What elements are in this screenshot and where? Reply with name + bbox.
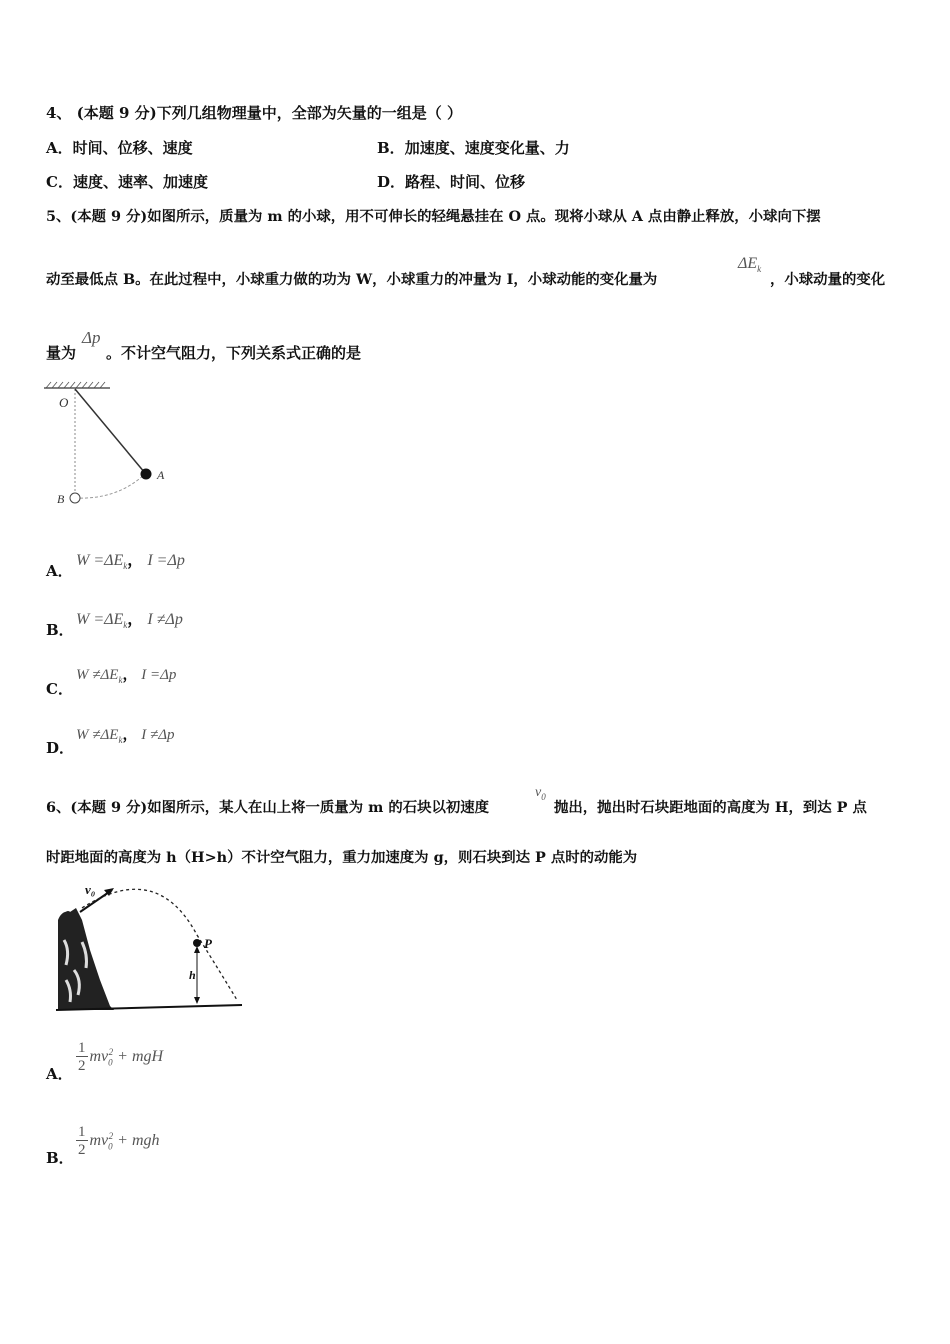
q6-line2: 时距地面的高度为 h（H>h）不计空气阻力，重力加速度为 g，则石块到达 P 点时的动能为 bbox=[46, 849, 638, 866]
q5-option-c-letter[interactable]: C． bbox=[46, 680, 73, 698]
eq1: W =ΔE bbox=[76, 611, 124, 628]
frac-num: 1 bbox=[78, 1124, 86, 1140]
eq1-sub: k bbox=[118, 675, 123, 685]
ball-b bbox=[70, 493, 80, 503]
sep: ， bbox=[127, 611, 144, 628]
v0-main: v bbox=[535, 785, 542, 800]
q4-option-d[interactable] bbox=[377, 171, 525, 192]
expr-sup: 2 bbox=[108, 1046, 114, 1057]
eq1: W ≠ΔE bbox=[76, 667, 119, 683]
sep: ， bbox=[122, 667, 138, 683]
q6-option-b-eq[interactable] bbox=[76, 1124, 160, 1159]
frac-num: 1 bbox=[78, 1040, 86, 1056]
dek-sub: k bbox=[757, 264, 762, 275]
expr-sup: 2 bbox=[108, 1130, 114, 1141]
expr-sub: 0 bbox=[108, 1057, 113, 1068]
frac-den: 2 bbox=[78, 1058, 86, 1074]
dek-main: ΔE bbox=[738, 255, 758, 272]
eq1: W ≠ΔE bbox=[76, 727, 119, 743]
q6-option-b-letter[interactable]: B． bbox=[46, 1149, 74, 1167]
eq2: I =Δp bbox=[147, 552, 185, 569]
eq2: I ≠Δp bbox=[147, 611, 183, 628]
q5-line2a: 动至最低点 B。在此过程中，小球重力做的功为 W，小球重力的冲量为 I，小球动能的变化量为 bbox=[46, 271, 658, 288]
person bbox=[65, 911, 71, 917]
ball-a bbox=[141, 469, 152, 480]
trajectory bbox=[82, 889, 237, 1000]
label-p: P bbox=[204, 936, 212, 951]
q4-option-c[interactable] bbox=[46, 171, 208, 192]
eq1-sub: k bbox=[118, 735, 123, 745]
point-p bbox=[193, 939, 201, 947]
q5-line3a: 量为 bbox=[46, 344, 77, 362]
v0-sub: 0 bbox=[541, 791, 546, 802]
expr-tail: + mgh bbox=[113, 1132, 160, 1150]
q6-option-a-letter[interactable]: A． bbox=[46, 1065, 73, 1083]
pendulum-figure bbox=[42, 380, 182, 510]
pendulum-string bbox=[75, 389, 145, 473]
frac bbox=[76, 1040, 88, 1075]
q4-stem: 4、 (本题 9 分)下列几组物理量中，全部为矢量的一组是（ ） bbox=[46, 104, 462, 122]
eq2: I ≠Δp bbox=[141, 727, 175, 743]
sep: ， bbox=[127, 552, 144, 569]
label-a: A bbox=[157, 468, 165, 482]
option-letter: B． bbox=[377, 139, 405, 157]
projectile-figure bbox=[52, 880, 247, 1020]
q5-option-b-letter[interactable]: B． bbox=[46, 621, 74, 639]
label-o: O bbox=[59, 395, 69, 410]
q6-option-a-eq[interactable] bbox=[76, 1040, 163, 1075]
q5-option-b-eq[interactable] bbox=[76, 606, 183, 630]
option-text: 速度、速率、加速度 bbox=[72, 173, 208, 191]
q5-option-a-letter[interactable]: A． bbox=[46, 562, 73, 580]
q5-option-c-eq[interactable] bbox=[76, 663, 176, 685]
q6-line1a: 6、(本题 9 分)如图所示，某人在山上将一质量为 m 的石块以初速度 bbox=[46, 799, 490, 816]
eq1: W =ΔE bbox=[76, 552, 124, 569]
frac bbox=[76, 1124, 88, 1159]
q5-option-a-eq[interactable] bbox=[76, 547, 185, 571]
q5-line2b: ，小球动量的变化 bbox=[770, 271, 886, 288]
q6-line1b: 抛出，抛出时石块距地面的高度为 H，到达 P 点 bbox=[554, 799, 867, 816]
expr: mv bbox=[89, 1048, 109, 1066]
q5-dp-symbol: Δp bbox=[82, 328, 101, 347]
sep: ， bbox=[122, 727, 138, 743]
frac-den: 2 bbox=[78, 1142, 86, 1158]
eq1-sub: k bbox=[123, 561, 128, 572]
label-b: B bbox=[57, 492, 65, 506]
q5-option-d-eq[interactable] bbox=[76, 723, 175, 745]
expr: mv bbox=[89, 1132, 109, 1150]
label-v0: v₀ bbox=[85, 882, 96, 897]
option-text: 路程、时间、位移 bbox=[405, 173, 526, 191]
option-letter: D． bbox=[377, 173, 406, 191]
eq1-sub: k bbox=[123, 620, 128, 631]
q4-option-b[interactable] bbox=[377, 137, 570, 158]
q5-line3b: 。不计空气阻力，下列关系式正确的是 bbox=[106, 344, 362, 362]
eq2: I =Δp bbox=[141, 667, 177, 683]
label-h: h bbox=[189, 968, 196, 982]
option-letter: C． bbox=[46, 173, 73, 191]
option-letter: A． bbox=[46, 139, 73, 157]
swing-arc bbox=[75, 474, 145, 498]
option-text: 时间、位移、速度 bbox=[72, 139, 193, 157]
expr-tail: + mgH bbox=[113, 1048, 164, 1066]
q6-v0-symbol bbox=[535, 785, 546, 802]
ceiling-hatch bbox=[46, 382, 105, 388]
q5-dek-symbol bbox=[738, 255, 761, 274]
option-text: 加速度、速度变化量、力 bbox=[404, 139, 570, 157]
q5-option-d-letter[interactable]: D． bbox=[46, 739, 75, 757]
q5-line1: 5、(本题 9 分)如图所示，质量为 m 的小球，用不可伸长的轻绳悬挂在 O 点。现将小球从 A 点由静止释放，小球向下摆 bbox=[46, 208, 821, 225]
expr-sub: 0 bbox=[108, 1141, 113, 1152]
q4-option-a[interactable] bbox=[46, 137, 193, 158]
